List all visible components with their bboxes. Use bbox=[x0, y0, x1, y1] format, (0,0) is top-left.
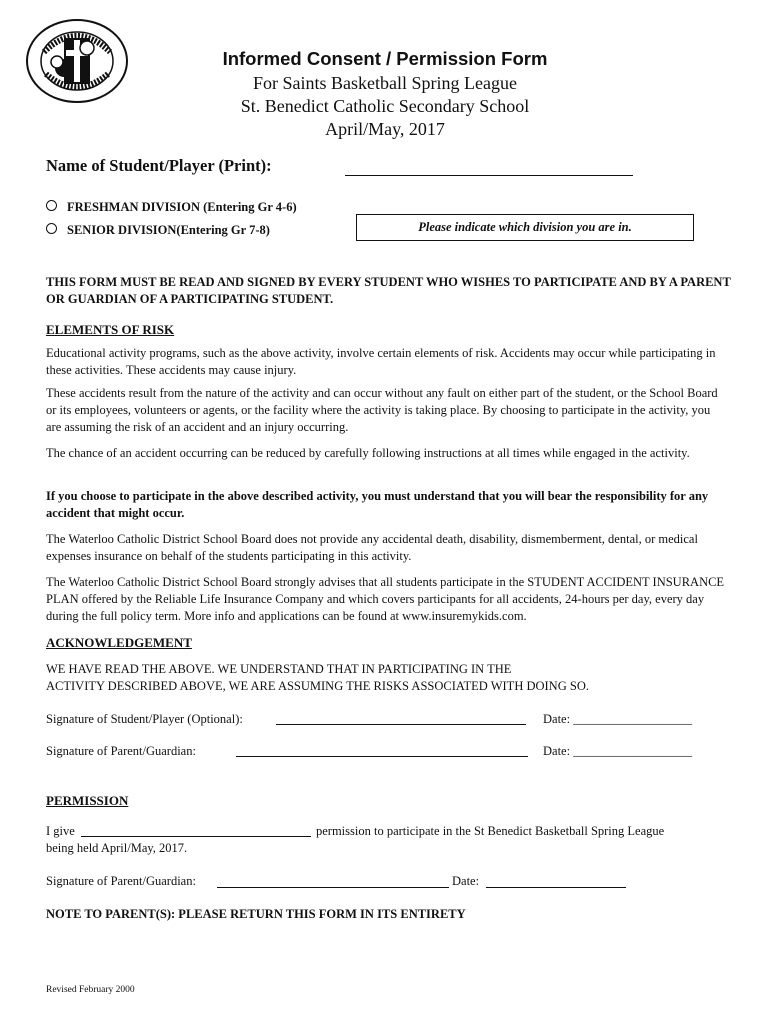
form-title: Informed Consent / Permission Form bbox=[222, 48, 548, 69]
school-name: St. Benedict Catholic Secondary School bbox=[240, 96, 530, 116]
student-signature-label: Signature of Student/Player (Optional): bbox=[46, 712, 243, 726]
division-option-freshman[interactable] bbox=[46, 200, 297, 215]
ack-heading: ACKNOWLEDGEMENT bbox=[46, 635, 192, 650]
ack-line-1: WE HAVE READ THE ABOVE. WE UNDERSTAND THAT IN PARTICIPATING IN THE bbox=[46, 662, 512, 676]
risk-paragraph-4: If you choose to participate in the above described activity, you must understand that you will bear the responsibility for any accident that might occur. bbox=[46, 489, 709, 520]
risk-paragraph-2: These accidents result from the nature of the activity and can occur without any fault on either part of the student, or the School Board or its employees, volunteers or agents, or the facility where the activity is taking place. By choosing to participate in the activity, you are assuming the risk of an accident and an injury occurring. bbox=[46, 386, 718, 434]
notice-text: THIS FORM MUST BE READ AND SIGNED BY EVERY STUDENT WHO WISHES TO PARTICIPATE AND BY A PARENT OR GUARDIAN OF A PARTICIPATING STUDENT. bbox=[46, 275, 731, 306]
ack-line-2: ACTIVITY DESCRIBED ABOVE, WE ARE ASSUMING THE RISKS ASSOCIATED WITH DOING SO. bbox=[46, 679, 589, 693]
division-note-box: Please indicate which division you are in. bbox=[356, 214, 694, 241]
permission-signature-label: Signature of Parent/Guardian: bbox=[46, 874, 196, 888]
return-note: NOTE TO PARENT(S): PLEASE RETURN THIS FORM IN ITS ENTIRETY bbox=[46, 907, 466, 921]
division-option-senior[interactable] bbox=[46, 223, 270, 238]
division-label: SENIOR DIVISION(Entering Gr 7-8) bbox=[67, 223, 270, 237]
risk-paragraph-1: Educational activity programs, such as the above activity, involve certain elements of risk. Accidents may occur while participating in these activities. These accidents may cause injury. bbox=[46, 346, 716, 377]
risk-paragraph-5: The Waterloo Catholic District School Board does not provide any accidental death, disability, dismemberment, dental, or medical expenses insurance on behalf of the students participating in this activity. bbox=[46, 532, 698, 563]
parent-date-field[interactable]: Date: ___________________ bbox=[543, 744, 692, 758]
parent-signature-line[interactable] bbox=[236, 756, 528, 757]
league-dates: April/May, 2017 bbox=[325, 119, 445, 139]
name-label: Name of Student/Player (Print): bbox=[46, 156, 272, 175]
parent-name-line[interactable] bbox=[81, 836, 311, 837]
league-name: For Saints Basketball Spring League bbox=[253, 73, 517, 93]
risk-heading: ELEMENTS OF RISK bbox=[46, 322, 175, 337]
revised-date: Revised February 2000 bbox=[46, 985, 135, 995]
radio-circle-icon[interactable] bbox=[46, 200, 57, 211]
permission-date-label: Date: bbox=[452, 874, 480, 888]
permission-text-2: being held April/May, 2017. bbox=[46, 841, 188, 855]
permission-date-line[interactable] bbox=[486, 887, 626, 888]
parent-signature-label: Signature of Parent/Guardian: bbox=[46, 744, 196, 758]
permission-heading: PERMISSION bbox=[46, 793, 129, 808]
permission-text: permission to participate in the St Benedict Basketball Spring League bbox=[316, 824, 665, 838]
name-input-line[interactable] bbox=[345, 175, 633, 176]
radio-circle-icon[interactable] bbox=[46, 223, 57, 234]
risk-paragraph-6: The Waterloo Catholic District School Board strongly advises that all students participate in the STUDENT ACCIDENT INSURANCE PLAN offered by the Reliable Life Insurance Company and which covers participants for all accidents, 24-hours per day, every day during the full policy term. More info and applications can be found at www.insuremykids.com. bbox=[46, 575, 725, 623]
i-give-label: I give bbox=[46, 824, 75, 838]
permission-signature-line[interactable] bbox=[217, 887, 449, 888]
division-label: FRESHMAN DIVISION (Entering Gr 4-6) bbox=[67, 200, 297, 214]
risk-paragraph-3: The chance of an accident occurring can be reduced by carefully following instructions at all times while engaged in the activity. bbox=[46, 446, 690, 460]
student-signature-line[interactable] bbox=[276, 724, 526, 725]
student-date-field[interactable]: Date: ___________________ bbox=[543, 712, 692, 726]
